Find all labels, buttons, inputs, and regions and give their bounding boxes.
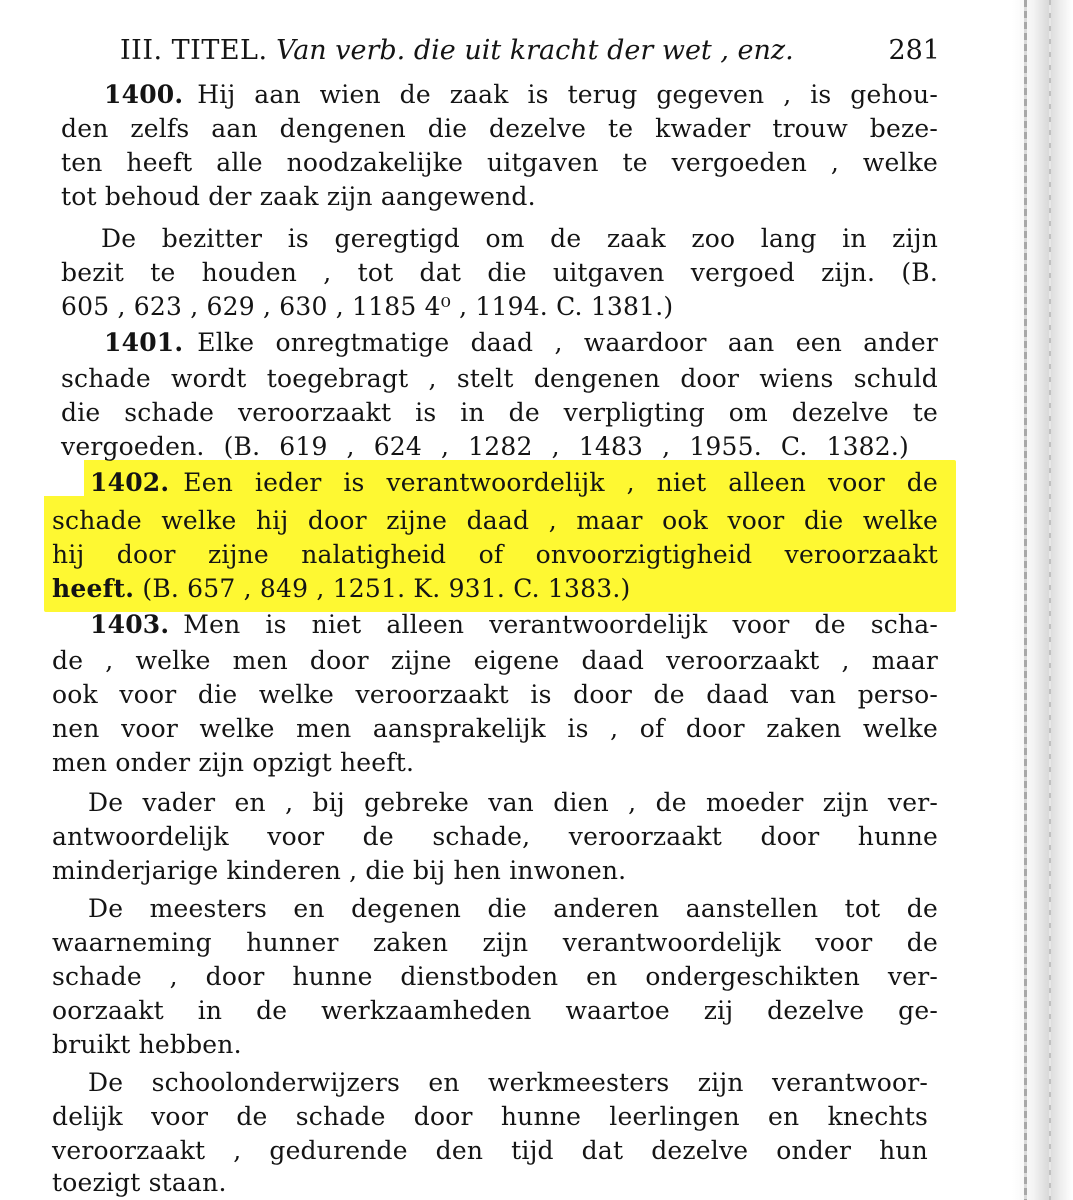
article-1403-par3-line-4: oorzaakt in de werkzaamheden waartoe zij dezelve ge- [52,996,938,1025]
header-title: III. TITEL. [120,35,268,66]
header-subtitle: Van verb. die uit kracht der wet , enz. [276,35,794,66]
article-text: Hij aan wien de zaak is terug gegeven , is gehou- [197,80,938,109]
article-number: 1400. [104,80,184,109]
article-1403-line-2: de , welke men door zijne eigene daad veroorzaakt , maar [52,646,938,675]
article-1402-line-4 [52,572,752,606]
article-1402-line-2: schade welke hij door zijne daad , maar ook voor die welke [52,506,938,535]
article-1403-par2-line-1: De vader en , bij gebreke van dien , de moeder zijn ver- [88,788,938,817]
article-number: 1403. [90,610,170,639]
article-1403-par2-line-2: antwoordelijk voor de schade, veroorzaakt door hunne [52,822,938,851]
article-1403-par3-line-2: waarneming hunner zaken zijn verantwoordelijk voor de [52,928,938,957]
article-1401-line-3: die schade veroorzaakt is in de verpligting om dezelve te [61,398,938,427]
article-1403-par2-line-3: minderjarige kinderen , die bij hen inwonen. [52,856,627,885]
gutter-line-secondary [1049,0,1051,1200]
article-text: Men is niet alleen verantwoordelijk voor de scha- [183,610,938,639]
page-number: 281 [888,35,940,66]
article-1400-par2-line-3: 605 , 623 , 629 , 630 , 1185 4⁰ , 1194. C. 1381.) [61,292,674,321]
article-1400-line-2: den zelfs aan dengenen die dezelve te kwader trouw beze- [61,114,938,143]
article-number: 1401. [104,328,184,357]
article-text: Elke onregtmatige daad , waardoor aan een ander [197,328,938,357]
article-1401-line-4: vergoeden. (B. 619 , 624 , 1282 , 1483 , 1955. C. 1382.) [61,432,909,461]
article-1403-par3-line-3: schade , door hunne dienstboden en ondergeschikten ver- [52,962,938,991]
article-1400-par2-line-1: De bezitter is geregtigd om de zaak zoo lang in zijn [101,224,938,253]
article-text: Een ieder is verantwoordelijk , niet alleen voor de [183,468,938,497]
article-1403-par3-line-5: bruikt hebben. [52,1030,242,1059]
article-1402-line-1 [90,466,938,500]
article-1400-line-3: ten heeft alle noodzakelijke uitgaven te vergoeden , welke [61,148,938,177]
article-1403-par4-line-2: delijk voor de schade door hunne leerlingen en knechts [52,1102,928,1131]
highlight-notch [44,460,84,496]
page-gutter [1012,0,1073,1200]
gutter-line [1024,0,1027,1200]
article-1403-line-4: nen voor welke men aansprakelijk is , of door zaken welke [52,714,938,743]
article-1400-line-4: tot behoud der zaak zijn aangewend. [61,182,536,211]
article-number: 1402. [90,468,170,497]
running-header [120,32,940,70]
article-1400-line-1 [104,78,938,112]
article-1403-par3-line-1: De meesters en degenen die anderen aanstellen tot de [88,894,938,923]
article-1401-line-2: schade wordt toegebragt , stelt dengenen door wiens schuld [61,364,938,393]
article-1403-par4-line-4: toezigt staan. [52,1168,227,1197]
article-1403-par4-line-1: De schoolonderwijzers en werkmeesters zijn verantwoor- [88,1068,928,1097]
article-1401-line-1 [104,326,938,360]
article-references: (B. 657 , 849 , 1251. K. 931. C. 1383.) [142,574,631,603]
article-1403-line-3: ook voor die welke veroorzaakt is door de daad van perso- [52,680,938,709]
article-1403-line-1 [90,608,938,642]
article-1400-par2-line-2: bezit te houden , tot dat die uitgaven vergoed zijn. (B. [61,258,938,287]
article-1403-par4-line-3: veroorzaakt , gedurende den tijd dat dezelve onder hun [52,1136,928,1165]
article-1402-line-3: hij door zijne nalatigheid of onvoorzigtigheid veroorzaakt [52,540,938,569]
article-1403-line-5: men onder zijn opzigt heeft. [52,748,415,777]
article-text-bold: heeft. [52,574,135,603]
